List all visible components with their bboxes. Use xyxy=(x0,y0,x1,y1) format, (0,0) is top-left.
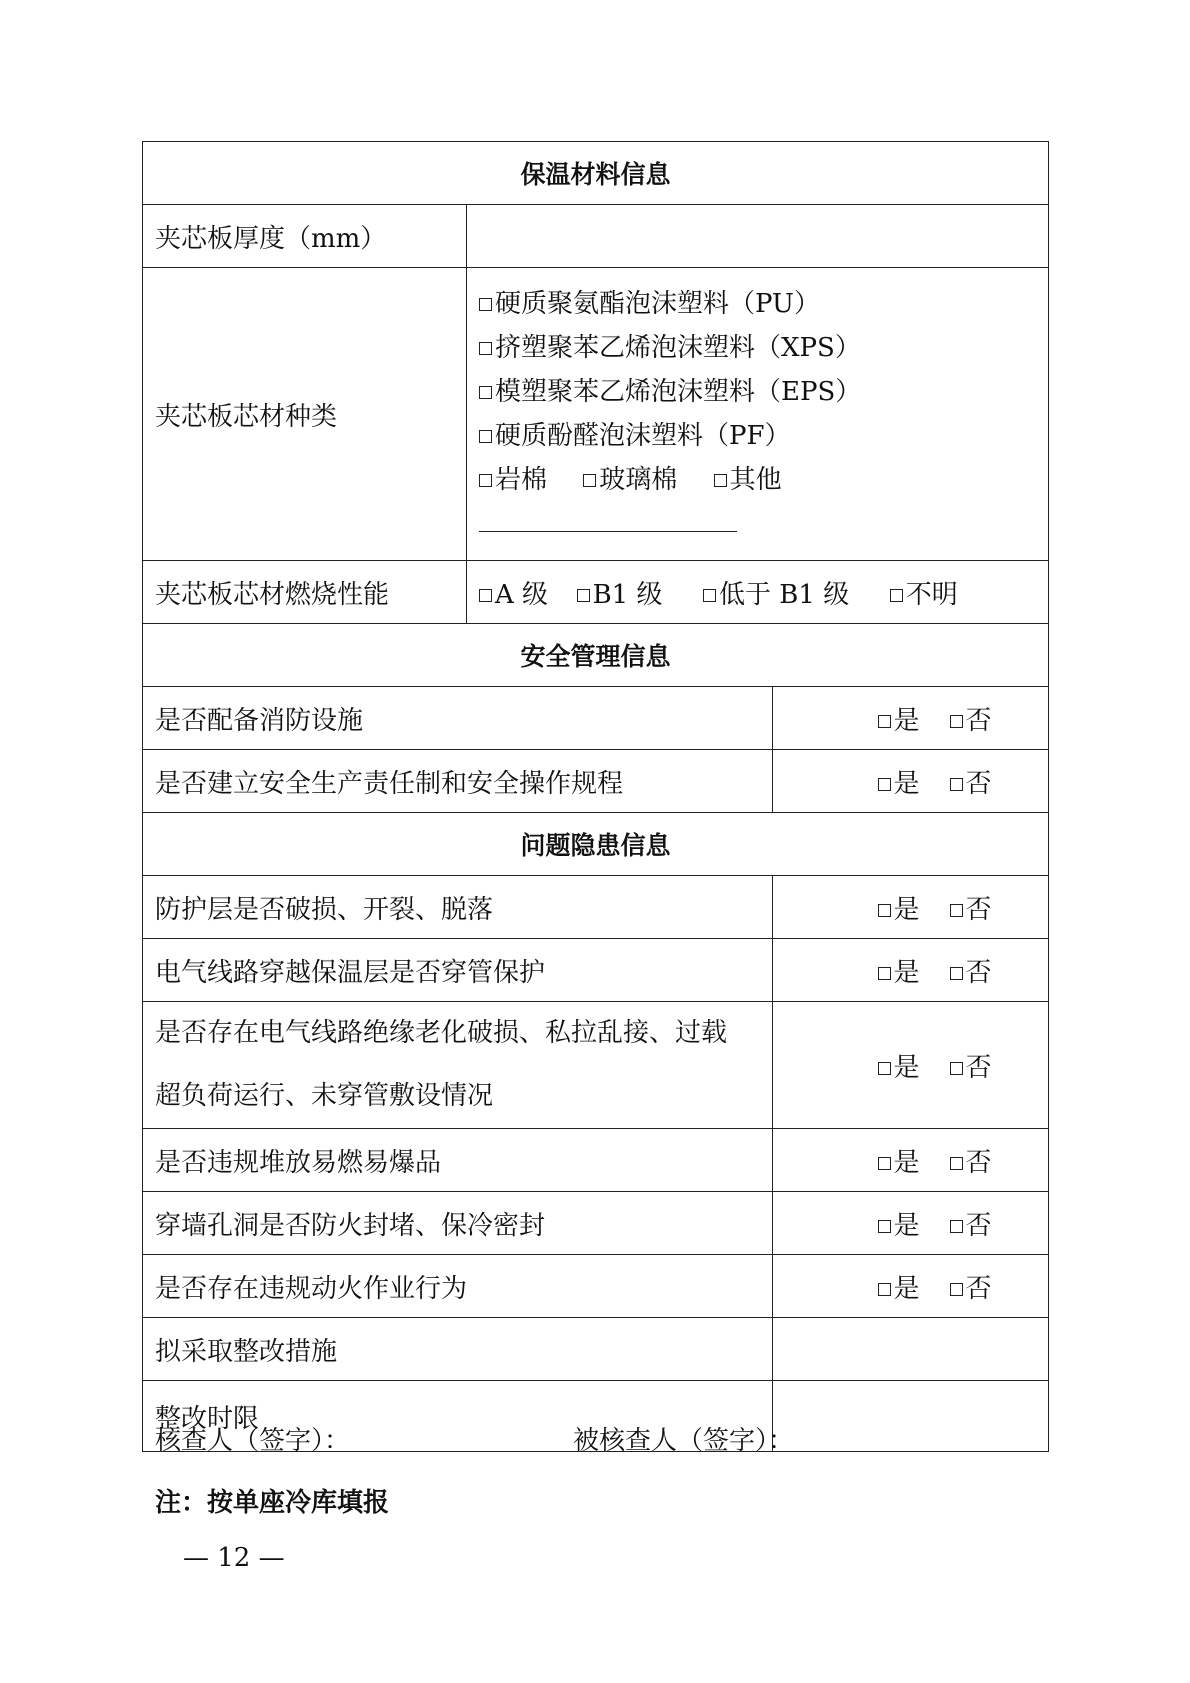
yes-option[interactable]: 是 xyxy=(878,706,920,736)
checkbox-icon xyxy=(878,904,891,917)
checkbox-icon xyxy=(950,1220,963,1233)
section-title-insulation: 保温材料信息 xyxy=(143,142,1049,205)
checkbox-icon xyxy=(479,430,492,443)
checkbox-icon xyxy=(950,1283,963,1296)
checkbox-icon xyxy=(878,715,891,728)
core-option-other[interactable]: 其他 xyxy=(714,465,782,495)
yes-option[interactable]: 是 xyxy=(878,769,920,799)
checkbox-icon xyxy=(950,715,963,728)
checkbox-icon xyxy=(583,474,596,487)
checkbox-icon xyxy=(890,589,903,602)
yes-no-choice xyxy=(773,1192,1049,1255)
no-option[interactable]: 否 xyxy=(950,1148,992,1178)
yes-option[interactable]: 是 xyxy=(878,1274,920,1304)
checkbox-icon xyxy=(479,589,492,602)
yes-no-choice xyxy=(773,939,1049,1002)
no-option[interactable]: 否 xyxy=(950,1211,992,1241)
core-type-row xyxy=(143,268,1049,561)
form-sheet xyxy=(142,141,1048,1452)
no-option[interactable]: 否 xyxy=(950,706,992,736)
yes-option[interactable]: 是 xyxy=(878,1053,920,1083)
hazard-item-label: 是否违规堆放易燃易爆品 xyxy=(143,1129,773,1192)
hazard-item-label: 防护层是否破损、开裂、脱落 xyxy=(143,876,773,939)
hazard-item-label: 电气线路穿越保温层是否穿管保护 xyxy=(143,939,773,1002)
section-title-hazard: 问题隐患信息 xyxy=(143,813,1049,876)
yes-option[interactable]: 是 xyxy=(878,1148,920,1178)
yes-no-choice xyxy=(773,1255,1049,1318)
measures-label: 拟采取整改措施 xyxy=(143,1318,773,1381)
hazard-item-label: 是否存在违规动火作业行为 xyxy=(143,1255,773,1318)
checkbox-icon xyxy=(950,778,963,791)
hazard-row xyxy=(143,1129,1049,1192)
safety-item-label: 是否配备消防设施 xyxy=(143,687,773,750)
checkbox-icon xyxy=(878,967,891,980)
measures-row xyxy=(143,1318,1049,1381)
checkbox-icon xyxy=(703,589,716,602)
checkbox-icon xyxy=(950,967,963,980)
checkbox-icon xyxy=(878,1062,891,1075)
safety-row xyxy=(143,687,1049,750)
combustion-label: 夹芯板芯材燃烧性能 xyxy=(143,561,467,624)
checkbox-icon xyxy=(577,589,590,602)
hazard-row xyxy=(143,939,1049,1002)
checkbox-icon xyxy=(950,904,963,917)
inspection-form-table xyxy=(142,141,1049,1452)
section-row-safety xyxy=(143,624,1049,687)
checkbox-icon xyxy=(479,474,492,487)
core-option-pu[interactable]: 硬质聚氨酯泡沫塑料（PU） xyxy=(479,282,1036,326)
core-option-xps[interactable]: 挤塑聚苯乙烯泡沫塑料（XPS） xyxy=(479,326,1036,370)
hazard-row xyxy=(143,1255,1049,1318)
checkbox-icon xyxy=(878,1220,891,1233)
inspector-signature-label: 核查人（签字）： xyxy=(155,1426,351,1456)
checkbox-icon xyxy=(950,1062,963,1075)
checkbox-icon xyxy=(878,1283,891,1296)
combustion-option-b1[interactable]: B1 级 xyxy=(577,580,663,610)
no-option[interactable]: 否 xyxy=(950,769,992,799)
hazard-row xyxy=(143,1002,1049,1129)
core-type-label: 夹芯板芯材种类 xyxy=(143,268,467,561)
hazard-row xyxy=(143,876,1049,939)
yes-no-choice xyxy=(773,876,1049,939)
thickness-value-field[interactable] xyxy=(467,205,1049,268)
core-option-last-row xyxy=(479,458,1036,546)
checkbox-icon xyxy=(479,386,492,399)
combustion-option-a[interactable]: A 级 xyxy=(479,580,548,610)
safety-item-label: 是否建立安全生产责任制和安全操作规程 xyxy=(143,750,773,813)
combustion-options xyxy=(467,561,1049,624)
core-option-pf[interactable]: 硬质酚醛泡沫塑料（PF） xyxy=(479,414,1036,458)
deadline-label: 整改时限 xyxy=(143,1381,773,1452)
page-number: — 12 — xyxy=(183,1543,285,1573)
safety-row xyxy=(143,750,1049,813)
form-note: 注：按单座冷库填报 xyxy=(155,1488,390,1518)
section-row-hazard xyxy=(143,813,1049,876)
core-option-rock-wool[interactable]: 岩棉 xyxy=(479,465,547,495)
checkbox-icon xyxy=(878,1157,891,1170)
hazard-item-label: 穿墙孔洞是否防火封堵、保冷密封 xyxy=(143,1192,773,1255)
yes-no-choice xyxy=(773,687,1049,750)
thickness-row xyxy=(143,205,1049,268)
hazard-row xyxy=(143,1192,1049,1255)
checkbox-icon xyxy=(479,298,492,311)
hazard-item-label: 是否存在电气线路绝缘老化破损、私拉乱接、过载 超负荷运行、未穿管敷设情况 xyxy=(143,1002,773,1129)
section-title-safety: 安全管理信息 xyxy=(143,624,1049,687)
yes-no-choice xyxy=(773,750,1049,813)
measures-field[interactable] xyxy=(773,1318,1049,1381)
core-option-eps[interactable]: 模塑聚苯乙烯泡沫塑料（EPS） xyxy=(479,370,1036,414)
other-fill-in-line[interactable] xyxy=(479,509,737,532)
combustion-row xyxy=(143,561,1049,624)
thickness-label: 夹芯板厚度（mm） xyxy=(143,205,467,268)
core-type-options xyxy=(467,268,1049,561)
no-option[interactable]: 否 xyxy=(950,1053,992,1083)
yes-option[interactable]: 是 xyxy=(878,1211,920,1241)
core-option-glass-wool[interactable]: 玻璃棉 xyxy=(583,465,677,495)
checkbox-icon xyxy=(878,778,891,791)
deadline-field[interactable] xyxy=(773,1381,1049,1452)
yes-option[interactable]: 是 xyxy=(878,895,920,925)
combustion-option-below-b1[interactable]: 低于 B1 级 xyxy=(703,580,849,610)
checkbox-icon xyxy=(479,342,492,355)
no-option[interactable]: 否 xyxy=(950,958,992,988)
no-option[interactable]: 否 xyxy=(950,895,992,925)
checkbox-icon xyxy=(714,474,727,487)
yes-option[interactable]: 是 xyxy=(878,958,920,988)
inspectee-signature-label: 被核查人（签字）： xyxy=(573,1426,795,1456)
section-row-insulation xyxy=(143,142,1049,205)
checkbox-icon xyxy=(950,1157,963,1170)
yes-no-choice xyxy=(773,1129,1049,1192)
yes-no-choice xyxy=(773,1002,1049,1129)
no-option[interactable]: 否 xyxy=(950,1274,992,1304)
combustion-option-unknown[interactable]: 不明 xyxy=(890,580,958,610)
